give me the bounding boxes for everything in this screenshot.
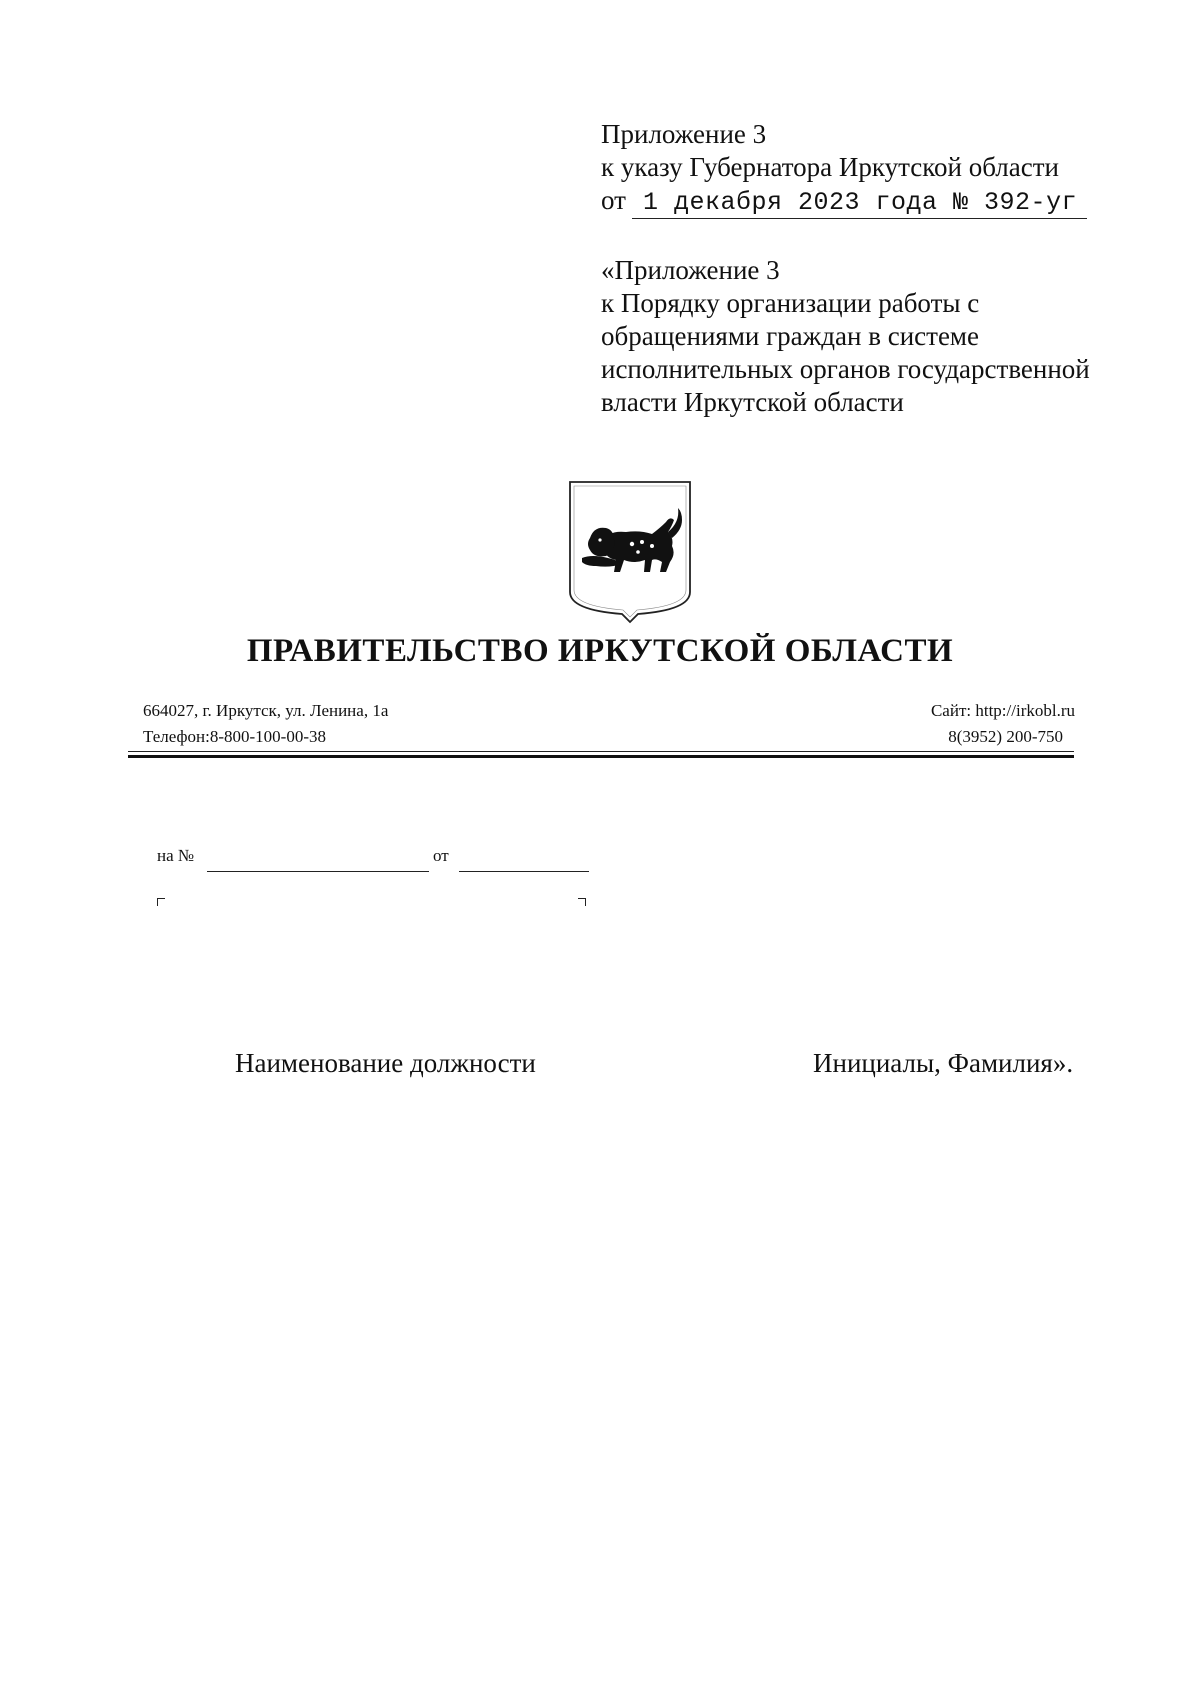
annex-date-prefix: от [601,185,626,215]
signature-name: Инициалы, Фамилия». [813,1048,1074,1078]
annex-inner-line: «Приложение 3 [601,255,780,285]
addressee-corner-right [578,898,586,906]
annex-block [601,118,1087,219]
phone-text: Телефон:8-800-100-00-38 [143,727,326,746]
annex-inner-line: к Порядку организации работы с [601,288,980,318]
reference-date-field [459,871,589,872]
contacts-left [143,698,388,750]
contacts-right [820,698,1075,750]
header-rule-thick [128,755,1074,758]
site-text: Сайт: http://irkobl.ru [930,701,1075,720]
reference-number-field [207,871,429,872]
annex-date-row [601,184,1087,219]
annex-inner-block [601,254,1090,419]
phone2-text: 8(3952) 200-750 [948,727,1063,746]
annex-date-underline [632,218,1087,219]
annex-inner-line: исполнительных органов государственной [601,354,1090,384]
coat-of-arms-icon [568,480,692,624]
government-title: ПРАВИТЕЛЬСТВО ИРКУТСКОЙ ОБЛАСТИ [246,633,954,669]
address-text: 664027, г. Иркутск, ул. Ленина, 1а [143,701,389,720]
annex-inner-line: власти Иркутской области [601,387,904,417]
reference-date-label: от [433,846,449,865]
addressee-corner-left [157,898,165,906]
header-rule-thin [128,751,1074,752]
reference-number-label: на № [157,846,195,865]
annex-date-value: 1 декабря 2023 года № 392-уг [643,188,1078,217]
signature-position: Наименование должности [235,1048,536,1078]
annex-inner-line: обращениями граждан в системе [601,321,979,351]
annex-title: Приложение 3 [601,119,767,149]
annex-decree-ref: к указу Губернатора Иркутской области [601,152,1059,182]
